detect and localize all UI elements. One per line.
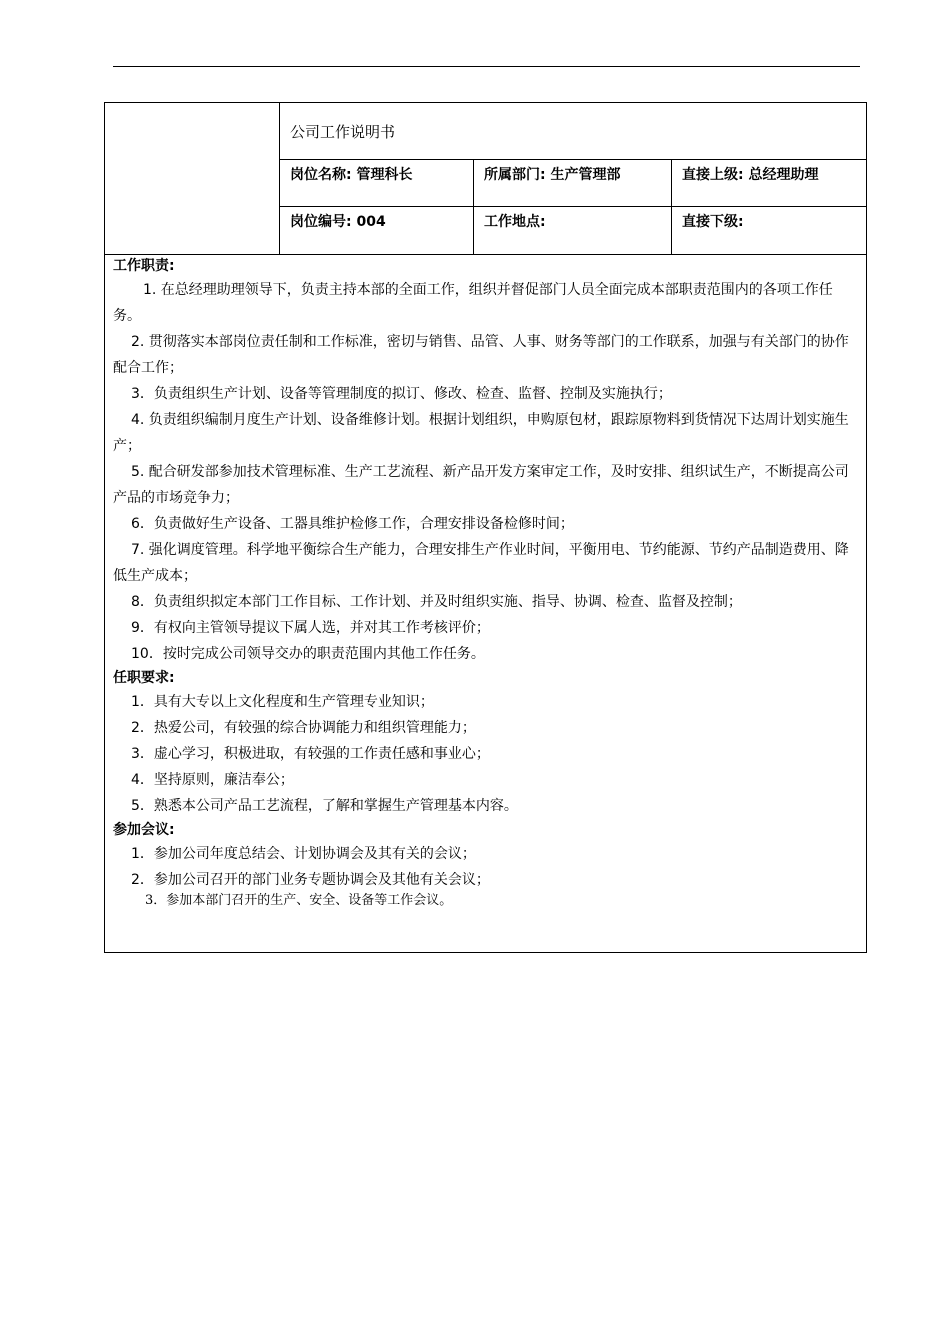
header-rule: [113, 66, 860, 67]
position-code: 岗位编号: 004: [280, 207, 474, 254]
document-body: [113, 255, 860, 909]
document-title: 公司工作说明书: [290, 123, 396, 141]
requirement-item: 1．具有大专以上文化程度和生产管理专业知识；: [131, 694, 434, 710]
requirement-item: 5．熟悉本公司产品工艺流程，了解和掌握生产管理基本内容。: [131, 798, 518, 814]
header-row-2: [280, 207, 867, 254]
title-cell: [280, 103, 867, 160]
meeting-item: 1．参加公司年度总结会、计划协调会及其有关的会议；: [131, 846, 476, 862]
duty-item: 1. 在总经理助理领导下，负责主持本部的全面工作，组织并督促部门人员全面完成本部职责范围内的各项工作任务。: [113, 282, 833, 324]
duties-heading: 工作职责:: [113, 258, 175, 274]
position-name: 岗位名称: 管理科长: [280, 160, 474, 206]
duty-item: 8．负责组织拟定本部门工作目标、工作计划、并及时组织实施、指导、协调、检查、监督及控制；: [131, 594, 742, 610]
direct-subordinate: 直接下级:: [682, 214, 744, 230]
meeting-item: 3．参加本部门召开的生产、安全、设备等工作会议。: [145, 893, 453, 908]
logo-cell: [105, 103, 280, 254]
duty-item: 2. 贯彻落实本部岗位责任制和工作标准，密切与销售、品管、人事、财务等部门的工作联系，加强与有关部门的协作配合工作；: [113, 334, 849, 376]
duty-item: 7. 强化调度管理。科学地平衡综合生产能力，合理安排生产作业时间，平衡用电、节约能源、节约产品制造费用、降低生产成本；: [113, 542, 849, 584]
duty-item: 4. 负责组织编制月度生产计划、设备维修计划。根据计划组织，申购原包材，跟踪原物料到货情况下达周计划实施生产；: [113, 412, 849, 454]
header-row-1: [280, 160, 867, 207]
direct-superior: 直接上级: 总经理助理: [682, 167, 819, 183]
requirement-item: 4．坚持原则，廉洁奉公；: [131, 772, 294, 788]
duty-item: 9．有权向主管领导提议下属人选，并对其工作考核评价；: [131, 620, 490, 636]
requirement-item: 2．热爱公司，有较强的综合协调能力和组织管理能力；: [131, 720, 476, 736]
requirement-item: 3．虚心学习，积极进取，有较强的工作责任感和事业心；: [131, 746, 490, 762]
work-location: 工作地点:: [474, 207, 672, 254]
department: 所属部门: 生产管理部: [474, 160, 672, 206]
meetings-heading: 参加会议:: [113, 822, 175, 838]
job-description-form: [104, 102, 867, 953]
duty-item: 3．负责组织生产计划、设备等管理制度的拟订、修改、检查、监督、控制及实施执行；: [131, 386, 672, 402]
requirements-heading: 任职要求:: [113, 670, 175, 686]
duty-item: 10．按时完成公司领导交办的职责范围内其他工作任务。: [131, 646, 485, 662]
meeting-item: 2．参加公司召开的部门业务专题协调会及其他有关会议；: [131, 872, 490, 888]
duty-item: 6．负责做好生产设备、工器具维护检修工作，合理安排设备检修时间；: [131, 516, 574, 532]
duty-item: 5. 配合研发部参加技术管理标准、生产工艺流程、新产品开发方案审定工作，及时安排、组织试生产，不断提高公司产品的市场竞争力；: [113, 464, 849, 506]
